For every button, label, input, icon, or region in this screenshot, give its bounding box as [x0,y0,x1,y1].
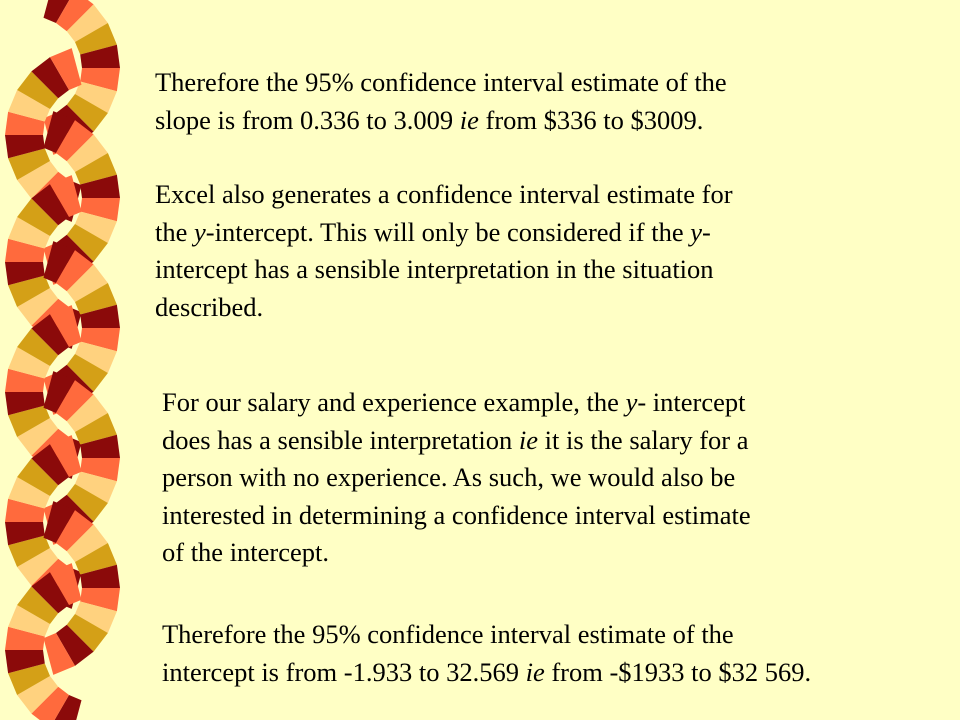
italic-text: y [194,216,206,247]
intercept-interval-paragraph [162,616,811,691]
text-line [155,64,727,102]
text-segment: Therefore the 95% confidence interval estimate of the [155,67,727,97]
text-segment: the [155,216,194,247]
text-segment: does has a sensible interpretation [162,424,519,455]
salary-example-paragraph [162,384,751,572]
text-segment: - [702,216,711,247]
text-segment: slope is from 0.336 to 3.009 [155,104,460,135]
italic-text: y [690,216,703,247]
text-line [155,289,733,327]
text-line [162,654,811,692]
text-segment: For our salary and experience example, the [162,387,626,417]
text-line [155,176,733,214]
text-line [155,251,733,289]
text-segment: - intercept [637,387,746,417]
text-line [162,534,751,572]
italic-text: y [625,387,638,417]
slope-interval-paragraph [155,64,727,139]
text-line [162,497,751,535]
text-line [162,459,751,497]
italic-text: ie [459,104,479,135]
text-line [162,384,751,422]
decorative-fan-border [0,0,130,720]
text-segment: person with no experience. As such, we would also be [162,462,736,492]
text-segment: -intercept. This will only be considered if the [205,216,691,247]
text-segment: it is the salary for a [538,424,749,455]
text-segment: Excel also generates a confidence interval estimate for [155,179,733,209]
text-line [155,214,733,252]
italic-text: ie [525,656,545,687]
text-segment: intercept is from -1.933 to 32.569 [162,656,526,687]
text-segment: from -$1933 to $32 569. [544,656,812,687]
excel-intercept-paragraph [155,176,733,326]
italic-text: ie [518,424,539,455]
text-segment: from $336 to $3009. [478,104,704,135]
text-line [162,422,751,460]
text-segment: interested in determining a confidence interval estimate [162,499,751,530]
text-segment: intercept has a sensible interpretation in the situation [155,254,714,284]
text-segment: described. [155,291,264,322]
text-line [155,102,727,140]
text-segment: of the intercept. [162,537,330,567]
text-segment: Therefore the 95% confidence interval estimate of the [162,619,734,649]
text-line [162,616,811,654]
